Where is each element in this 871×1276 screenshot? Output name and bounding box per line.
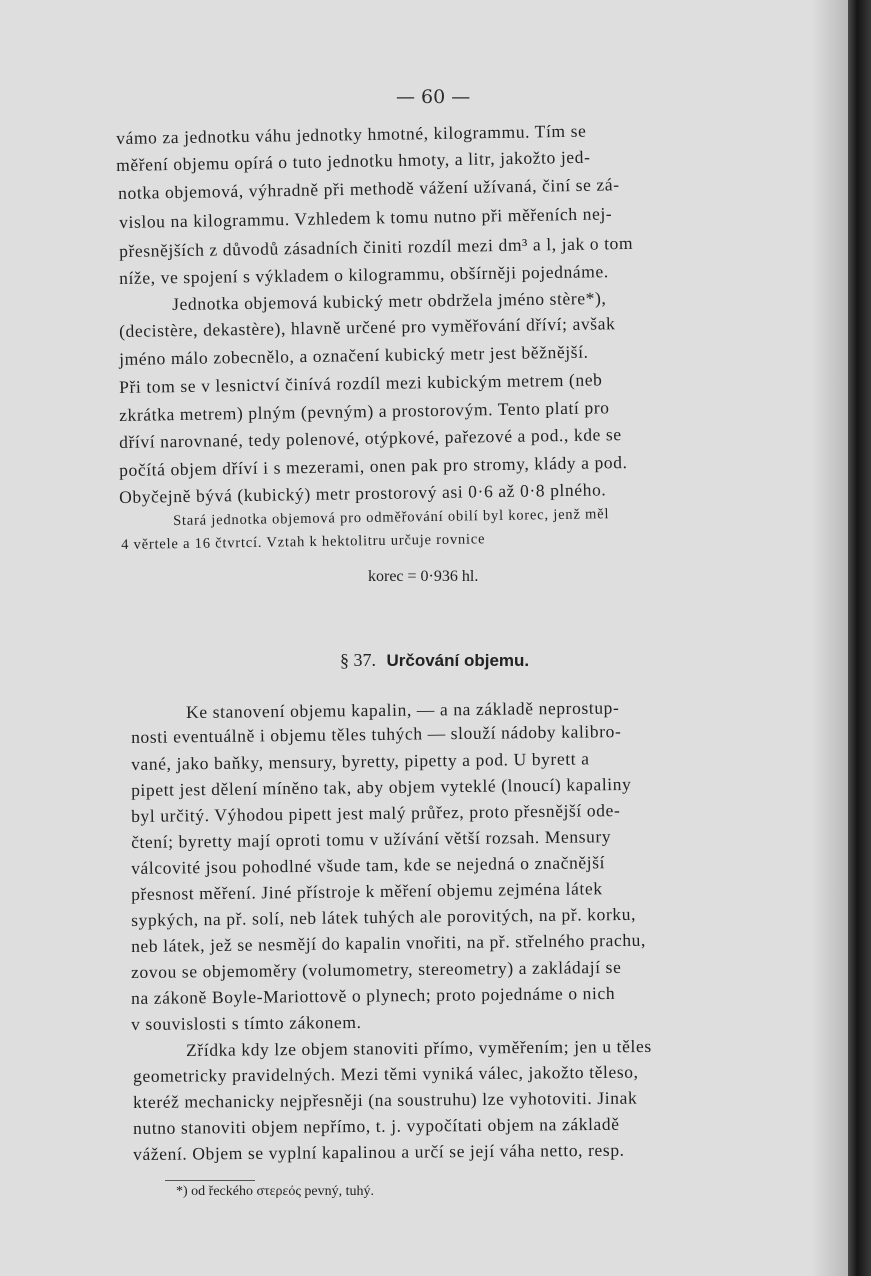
text-line: počítá objem dříví i s mezerami, onen pak pro stromy, klády a pod. <box>119 452 628 480</box>
section-number: § 37. <box>340 650 376 670</box>
text-line: vámo za jednotku váhu jednotky hmotné, kilogrammu. Tím se <box>116 120 587 148</box>
text-line: měření objemu opírá o tuto jednotku hmoty, a litr, jakožto jed- <box>116 146 591 175</box>
text-line: zovou se objemoměry (volumometry, stereometry) a zakládají se <box>131 956 622 982</box>
footnote-rule <box>165 1180 255 1181</box>
text-line: geometricky pravidelných. Mezi těmi vyniká válec, jakožto těleso, <box>133 1061 639 1086</box>
text-line: vislou na kilogrammu. Vzhledem k tomu nutno při měřeních nej- <box>119 203 613 232</box>
text-line: neb látek, jež se nesmějí do kapalin vnořiti, na př. střelného prachu, <box>131 929 647 956</box>
text-line: Obyčejně bývá (kubický) metr prostorový asi 0·6 až 0·8 plného. <box>119 479 607 507</box>
text-line: (decistère, dekastère), hlavně určené pro vyměřování dříví; avšak <box>119 313 616 341</box>
note-line: Stará jednotka objemová pro odměřování obilí byl korec, jenž měl <box>173 506 610 529</box>
text-line: jméno málo zobecnělo, a označení kubický metr jest běžnější. <box>119 341 589 369</box>
text-line: vané, jako baňky, mensury, byretty, pipetty a pod. U byrett a <box>131 748 590 774</box>
text-line: Ke stanovení objemu kapalin, — a na základě neprostup- <box>186 697 620 722</box>
text-line: na zákoně Boyle-Mariottově o plynech; proto pojednáme o nich <box>131 982 616 1008</box>
formula: korec = 0·936 hl. <box>368 568 479 585</box>
text-line: Jednotka objemová kubický metr obdržela jméno stère*), <box>172 287 607 314</box>
text-line: nosti eventuálně i objemu těles tuhých — slouží nádoby kalibro- <box>131 721 622 747</box>
text-line: notka objemová, výhradně při methodě vážení užívaná, činí se zá- <box>118 174 620 203</box>
text-line: níže, ve spojení s výkladem o kilogrammu, obšírněji pojednáme. <box>119 261 609 288</box>
text-line: sypkých, na př. solí, neb látek tuhých ale porovitých, na př. korku, <box>131 903 637 930</box>
book-binding-edge <box>848 0 871 1276</box>
text-line: přesnost měření. Jiné přístroje k měření objemu zejména látek <box>131 878 603 904</box>
page-binding-shadow <box>811 0 851 1276</box>
text-line: pipett jest dělení míněno tak, aby objem vyteklé (lnoucí) kapaliny <box>131 773 632 800</box>
section-heading <box>340 650 529 671</box>
text-line: kteréž mechanicky nejpřesněji (na soustruhu) lze vyhotoviti. Jinak <box>133 1087 638 1112</box>
text-line: byl určitý. Výhodou pipett jest malý průřez, proto přesnější ode- <box>131 800 621 826</box>
text-line: v souvislosti s tímto zákonem. <box>131 1011 362 1034</box>
text-line: zkrátka metrem) plným (pevným) a prostorovým. Tento platí pro <box>119 397 610 425</box>
note-line: 4 věrtele a 16 čtvrtcí. Vztah k hektolitru určuje rovnice <box>121 531 486 553</box>
text-line: Při tom se v lesnictví činívá rozdíl mezi kubickým metrem (neb <box>119 369 603 397</box>
text-line: dříví narovnané, tedy polenové, otýpkové, pařezové a pod., kde se <box>119 424 622 452</box>
footnote: *) od řeckého στερεός pevný, tuhý. <box>176 1184 375 1199</box>
text-line: čtení; byretty mají oproti tomu v užívání větší rozsah. Mensury <box>131 826 612 852</box>
text-line: přesnějších z důvodů zásadních činiti rozdíl mezi dm³ a l, jak o tom <box>119 232 634 261</box>
text-line: válcovité jsou pohodlné všude tam, kde se nejedná o značnější <box>131 852 606 878</box>
text-line: vážení. Objem se vyplní kapalinou a určí se její váha netto, resp. <box>133 1139 625 1164</box>
section-title: Určování objemu. <box>386 651 530 670</box>
text-line: Zřídka kdy lze objem stanoviti přímo, vyměřením; jen u těles <box>186 1035 652 1060</box>
page-number: — 60 — <box>396 86 471 108</box>
text-line: nutno stanoviti objem nepřímo, t. j. vypočítati objem na základě <box>133 1113 620 1138</box>
